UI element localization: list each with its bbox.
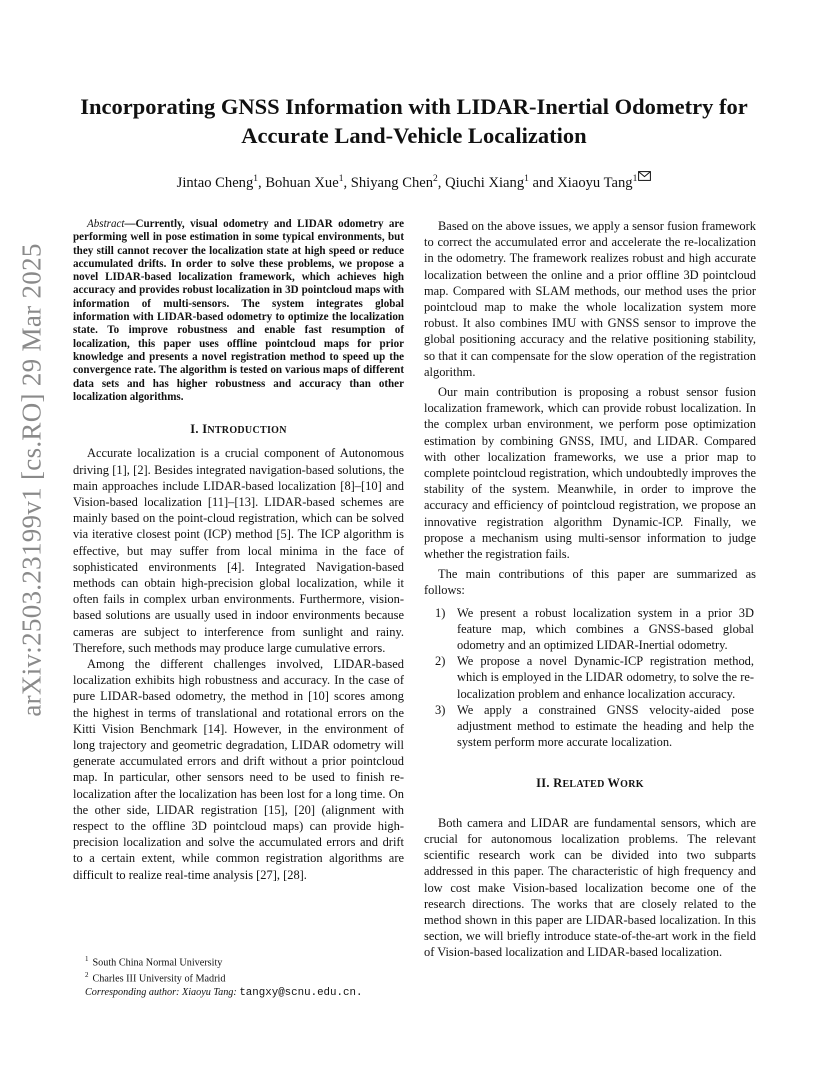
section-heading-introduction — [73, 421, 404, 439]
author-separator: and — [528, 174, 558, 191]
section-rest: NTRODUCTION — [207, 425, 287, 437]
section-rest: ORK — [620, 778, 644, 790]
corresponding-email: tangxy@scnu.edu.cn. — [239, 986, 363, 999]
contribution-number: 2) — [435, 654, 446, 669]
author-separator: , — [437, 174, 446, 191]
contribution-list — [424, 605, 756, 751]
footnote-mark: 2 — [85, 971, 89, 980]
arxiv-identifier-text: arXiv:2503.23199v1 [cs.RO] 29 Mar 2025 — [16, 243, 47, 717]
abstract-label: Abstract — [87, 218, 125, 230]
author-name: Qiuchi Xiang — [445, 174, 525, 191]
contribution-item — [424, 605, 756, 654]
footnote-mark: 1 — [85, 955, 89, 963]
affiliation-mark: 1 — [524, 174, 529, 184]
author-name: Shiyang Chen — [350, 174, 434, 191]
author-name: Jintao Cheng — [176, 174, 254, 191]
contribution-number: 1) — [435, 605, 446, 620]
left-column — [73, 218, 404, 883]
section-rest: ELATED — [562, 778, 608, 790]
abstract-text: Currently, visual odometry and LIDAR odometry are performing well in pose estimation in some typical environments, but they still cannot recover the localization state at high speed or reduce accumulated drifts. In order to solve these problems, we propose a novel LIDAR-based localization framework, which achieves high accuracy and provides robust localization in 3D pointcloud maps with information of multi-sensors. The system integrates global information with LIDAR-based odometry to optimize the localization state. To improve robustness and enable fast resumption of localization, this paper uses offline pointcloud maps for prior knowledge and presents a novel registration method to speed up the convergence rate. The algorithm is tested on various maps of different data sets and has higher robustness and accuracy than other localization algorithms. — [73, 218, 404, 403]
corresponding-label: Corresponding author: Xiaoyu Tang: — [85, 986, 237, 998]
envelope-icon — [638, 171, 651, 181]
author — [265, 175, 350, 191]
footnotes — [85, 953, 415, 1000]
author-name: Xiaoyu Tang — [557, 174, 633, 191]
section-numeral: I. — [190, 422, 203, 437]
section-numeral: II. — [536, 775, 554, 790]
author — [557, 175, 637, 191]
title-line-2: Accurate Land-Vehicle Localization — [241, 123, 587, 148]
right-column — [424, 218, 756, 961]
intro-paragraph: Our main contribution is proposing a robust sensor fusion localization framework, which can provide robust localization. In the complex urban environment, we perform pose optimization estimation by combining GNSS, IMU, and LIDAR. Compared with other localization frameworks, we use a prior map to complete pointcloud registration, which undoubtedly improves the stability of the system. Meanwhile, in order to improve the accuracy and efficiency of pointcloud registration, we propose an innovative registration algorithm Dynamic-ICP. Finally, we propose a mechanism using multi-sensor information to judge whether the registration fails. — [424, 385, 756, 562]
section-initial: I — [202, 422, 208, 437]
footnote — [85, 969, 415, 985]
author-list — [70, 171, 758, 192]
contribution-text: We present a robust localization system in a prior 3D feature map, which combines a GNSS-based global odometry and an optimized LIDAR-Inertial odometry. — [457, 605, 754, 653]
abstract — [73, 218, 404, 404]
affiliation-mark: 1 — [253, 174, 259, 184]
author — [177, 175, 266, 191]
corresponding-author — [85, 986, 415, 1000]
contribution-text: We propose a novel Dynamic-ICP registration method, which is employed in the LIDAR odometry, to solve the re-localization problem and enhance localization accuracy. — [457, 654, 754, 701]
author — [445, 175, 557, 191]
intro-paragraph: Among the different challenges involved, LIDAR-based localization exhibits high robustness and accuracy. In the case of pure LIDAR-based odometry, the method in [10] scores among the highest in terms of translational and rotational errors on the Kitti Vision Benchmark [14]. However, in the environment of long trajectory and geometric degradation, LIDAR odometry will generate accumulated errors and drift without a prior pointcloud map. In particular, other sensors need to be used to finish re-localization after the localization has been lost for a long time. On the other side, LIDAR registration [15], [20] (alignment with respect to the offline 3D pointcloud maps) can provide high-precision localization and solve the accumulated errors and drift to a certain extent, while common registration algorithms are difficult to realize real-time analysis [27], [28]. — [73, 657, 404, 882]
title-line-1: Incorporating GNSS Information with LIDAR-Inertial Odometry for — [80, 94, 748, 119]
footnote — [85, 953, 415, 969]
section-heading-related-work — [424, 775, 756, 793]
contribution-item — [424, 702, 756, 751]
affiliation-mark: 2 — [433, 174, 438, 184]
intro-paragraph: Based on the above issues, we apply a sensor fusion framework to correct the accumulated error and accelerate the re-localization in the odometry. The framework realizes robust and high accurate localization between the online and a prior offline 3D pointcloud map. Compared with SLAM methods, our method uses the prior pointcloud map to make the whole localization system more robust. It also combines IMU with GNSS sensor to improve the global positioning accuracy and the relative positioning stability, so that it can compensate for the slow operation of the registration algorithm. — [424, 219, 756, 379]
author-name: Bohuan Xue — [265, 174, 339, 191]
contribution-item — [424, 653, 756, 702]
intro-paragraph: The main contributions of this paper are summarized as follows: — [424, 567, 756, 598]
intro-paragraph: Accurate localization is a crucial component of Autonomous driving [1], [2]. Besides integrated navigation-based solutions, the main approaches include LIDAR-based localization [8]–[10] and Vision-based localization [11]–[13]. LIDAR-based schemes are mainly based on the point-cloud registration, which can be solved via iterative closest point (ICP) method [5]. The ICP algorithm is effective, but may suffer from local minima in the face of sophisticated environments [4]. Integrated Navigation-based methods can obtain high-precision global localization, while it often fails in complex urban environments. Furthermore, vision-based solutions are usually used in indoor environments because cameras are subject to interference from sunlight and rainy. Therefore, such methods may produce large cumulative errors. — [73, 446, 404, 655]
footnote-text: Charles III University of Madrid — [92, 973, 226, 985]
arxiv-identifier-stamp — [14, 243, 50, 717]
footnote-text: South China Normal University — [92, 957, 223, 969]
affiliation-mark: 1 — [632, 174, 638, 184]
affiliation-mark: 1 — [338, 174, 344, 184]
author-separator: , — [258, 174, 266, 191]
contribution-text: We apply a constrained GNSS velocity-aided pose adjustment method to estimate the heading and help the system perform more accurate localization. — [457, 702, 754, 750]
abstract-dash: — — [124, 218, 136, 230]
related-work-paragraph: Both camera and LIDAR are fundamental sensors, which are crucial for autonomous localization problems. The relevant scientific research work can be divided into two subparts addressed in this paper. The characteristic of high frequency and low cost make Vision-based localization become one of the research directions. The works that are closely related to the method shown in this paper are LIDAR-based localization. In this section, we will briefly introduce state-of-the-art work in the field of Vision-based localization and LIDAR-based localization. — [424, 815, 756, 960]
section-initial: R — [553, 775, 563, 790]
author-separator: , — [343, 174, 351, 191]
contribution-number: 3) — [435, 702, 446, 717]
section-initial: W — [607, 775, 621, 790]
paper-title — [70, 92, 758, 150]
author — [351, 175, 445, 191]
